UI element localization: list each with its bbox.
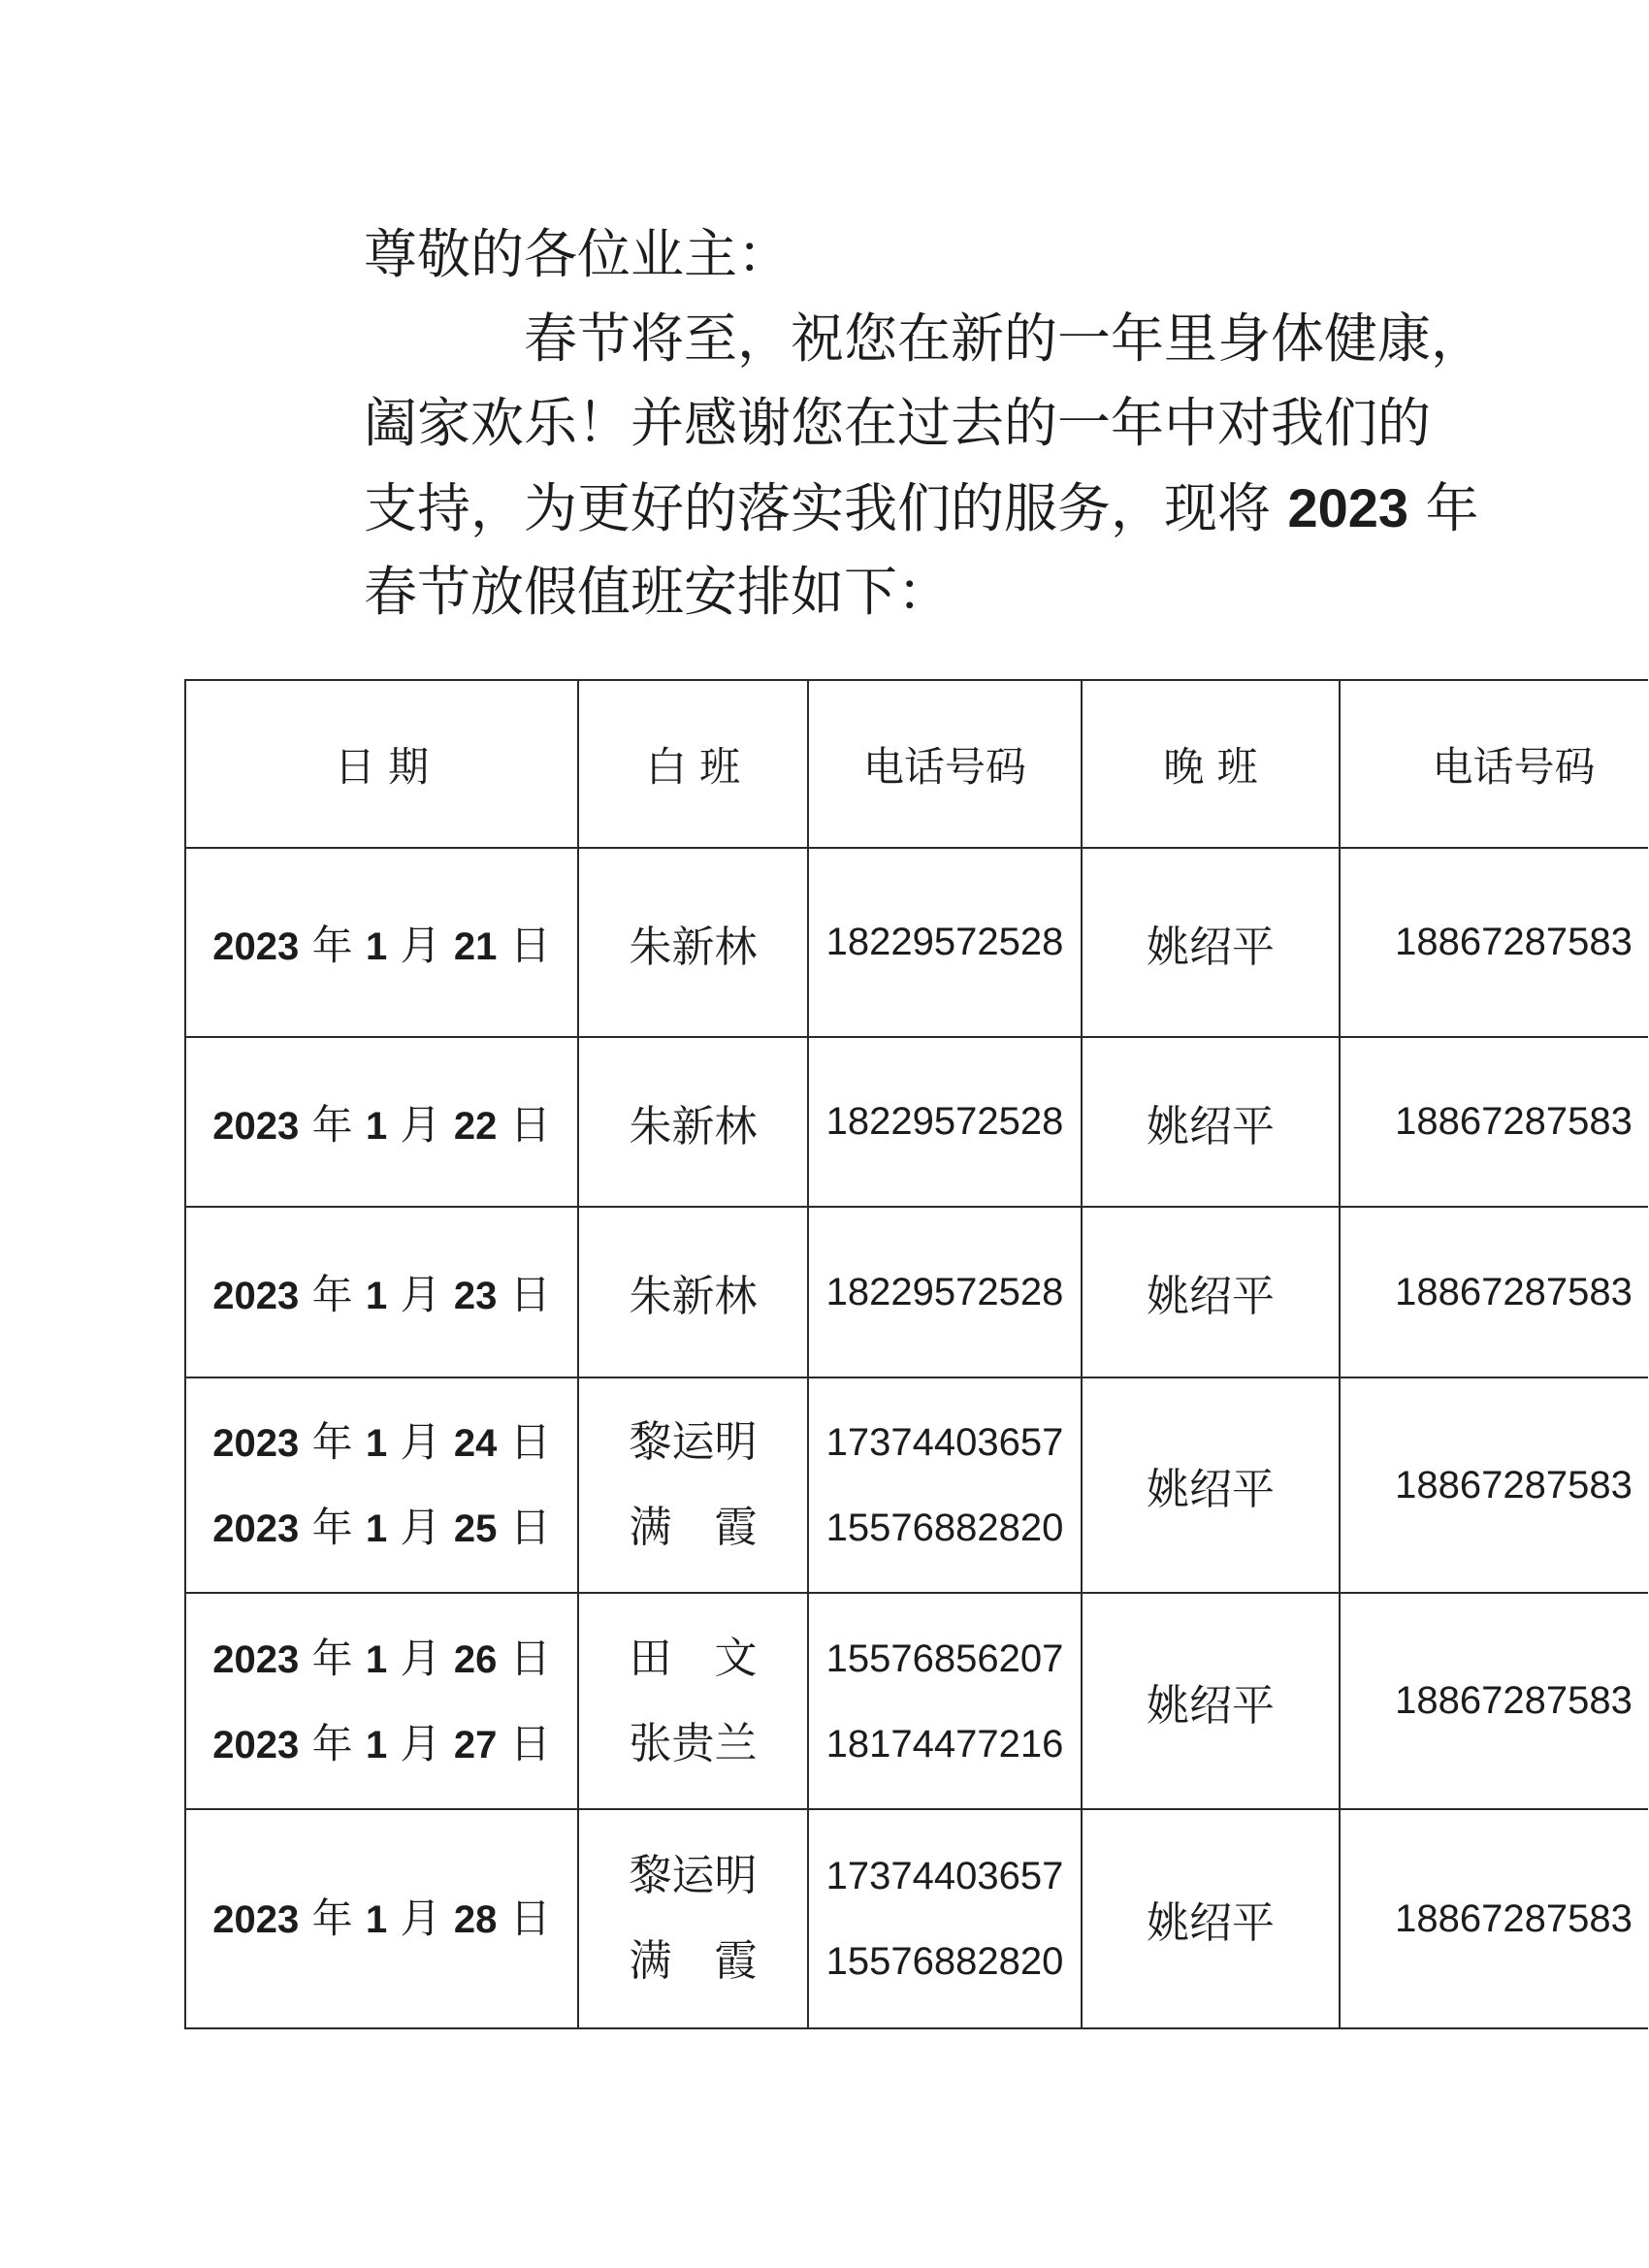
digits: 2023 [212, 1422, 300, 1465]
phone-number: 15576882820 [825, 1940, 1064, 1983]
day-staff-cell [578, 1037, 808, 1207]
staff-name: 满 霞 [629, 1503, 758, 1552]
phone-number: 15576882820 [825, 1507, 1064, 1549]
date-text: 2023 年 1 月 25 日 [212, 1504, 551, 1551]
staff-name: 张贵兰 [629, 1718, 758, 1768]
date-text: 2023 年 1 月 26 日 [212, 1634, 551, 1682]
digits: 26 [453, 1637, 498, 1681]
paragraph-line: 春节放假值班安排如下： [364, 561, 952, 623]
table-row [185, 1809, 1648, 2028]
date-text: 2023 年 1 月 28 日 [212, 1895, 551, 1942]
phone-number: 17374403657 [825, 1855, 1064, 1897]
digits: 1 [365, 1507, 388, 1550]
digits: 2023 [1287, 477, 1409, 538]
staff-name: 朱新林 [629, 1272, 758, 1321]
digits: 1 [365, 1104, 388, 1148]
paragraph-line: 阖家欢乐！并感谢您在过去的一年中对我们的 [364, 392, 1432, 454]
phone-number: 15576856207 [825, 1636, 1064, 1680]
phone-number: 18174477216 [825, 1722, 1064, 1766]
day-phone-cell [808, 848, 1082, 1037]
digits: 1 [365, 924, 388, 968]
day-phone-cell [808, 1207, 1082, 1377]
night-phone-cell: 18867287583 [1340, 1207, 1648, 1377]
date-cell [185, 1809, 578, 2028]
day-phone-cell [808, 1377, 1082, 1593]
header-night-phone: 电话号码 [1340, 680, 1648, 848]
table-row [185, 1037, 1648, 1207]
header-day-phone: 电话号码 [808, 680, 1082, 848]
night-phone-cell: 18867287583 [1340, 1377, 1648, 1593]
digits: 1 [365, 1637, 388, 1681]
paragraph-line: 支持，为更好的落实我们的服务，现将 2023 年 [364, 477, 1479, 539]
digits: 2023 [212, 1507, 300, 1550]
digits: 22 [453, 1104, 498, 1148]
table-header-row [185, 680, 1648, 848]
date-cell [185, 1037, 578, 1207]
date-text: 2023 年 1 月 23 日 [212, 1271, 551, 1318]
digits: 2023 [212, 924, 300, 968]
date-cell [185, 1207, 578, 1377]
night-phone-cell: 18867287583 [1340, 1809, 1648, 2028]
day-phone-cell [808, 1809, 1082, 2028]
date-text: 2023 年 1 月 22 日 [212, 1100, 551, 1149]
header-night-shift: 晚 班 [1082, 680, 1340, 848]
staff-name: 朱新林 [629, 1101, 758, 1151]
staff-name: 朱新林 [629, 922, 758, 972]
phone-number: 18229572528 [825, 1100, 1064, 1143]
digits: 27 [453, 1723, 498, 1766]
digits: 21 [453, 924, 498, 968]
date-text: 2023 年 1 月 27 日 [212, 1719, 551, 1767]
phone-number: 17374403657 [825, 1421, 1064, 1464]
digits: 2023 [212, 1104, 300, 1148]
table-row [185, 848, 1648, 1037]
date-cell [185, 848, 578, 1037]
salutation: 尊敬的各位业主： [364, 223, 792, 285]
digits: 24 [453, 1422, 498, 1465]
day-phone-cell [808, 1037, 1082, 1207]
digits: 25 [453, 1507, 498, 1550]
night-staff-cell: 姚绍平 [1082, 1809, 1340, 2028]
night-staff-cell: 姚绍平 [1082, 1377, 1340, 1593]
digits: 2023 [212, 1275, 300, 1317]
night-phone-cell: 18867287583 [1340, 848, 1648, 1037]
date-text: 2023 年 1 月 21 日 [212, 921, 551, 969]
night-staff-cell: 姚绍平 [1082, 1207, 1340, 1377]
digits: 28 [453, 1898, 498, 1941]
staff-name: 黎运明 [629, 1417, 758, 1467]
digits: 2023 [212, 1723, 300, 1766]
night-staff-cell: 姚绍平 [1082, 1593, 1340, 1809]
day-staff-cell [578, 848, 808, 1037]
digits: 23 [453, 1275, 498, 1317]
night-phone-cell: 18867287583 [1340, 1037, 1648, 1207]
staff-name: 田 文 [629, 1633, 758, 1683]
day-phone-cell [808, 1593, 1082, 1809]
digits: 2023 [212, 1637, 300, 1681]
phone-number: 18229572528 [825, 1270, 1064, 1313]
date-cell [185, 1377, 578, 1593]
phone-number: 18229572528 [825, 921, 1064, 963]
table-row [185, 1377, 1648, 1593]
paragraph-line: 春节将至，祝您在新的一年里身体健康， [524, 308, 1485, 370]
digits: 1 [365, 1723, 388, 1766]
date-text: 2023 年 1 月 24 日 [212, 1418, 551, 1466]
day-staff-cell [578, 1809, 808, 2028]
night-phone-cell: 18867287583 [1340, 1593, 1648, 1809]
header-day-shift: 白 班 [578, 680, 808, 848]
digits: 1 [365, 1898, 388, 1941]
digits: 1 [365, 1422, 388, 1465]
night-staff-cell: 姚绍平 [1082, 848, 1340, 1037]
night-staff-cell: 姚绍平 [1082, 1037, 1340, 1207]
day-staff-cell [578, 1593, 808, 1809]
duty-schedule-table [184, 679, 1648, 2029]
digits: 1 [365, 1275, 388, 1317]
date-cell [185, 1593, 578, 1809]
digits: 2023 [212, 1898, 300, 1941]
table-row [185, 1593, 1648, 1809]
day-staff-cell [578, 1207, 808, 1377]
staff-name: 满 霞 [629, 1936, 758, 1986]
header-date: 日 期 [185, 680, 578, 848]
notice-letter [364, 212, 1528, 634]
staff-name: 黎运明 [629, 1851, 758, 1900]
day-staff-cell [578, 1377, 808, 1593]
table-row [185, 1207, 1648, 1377]
